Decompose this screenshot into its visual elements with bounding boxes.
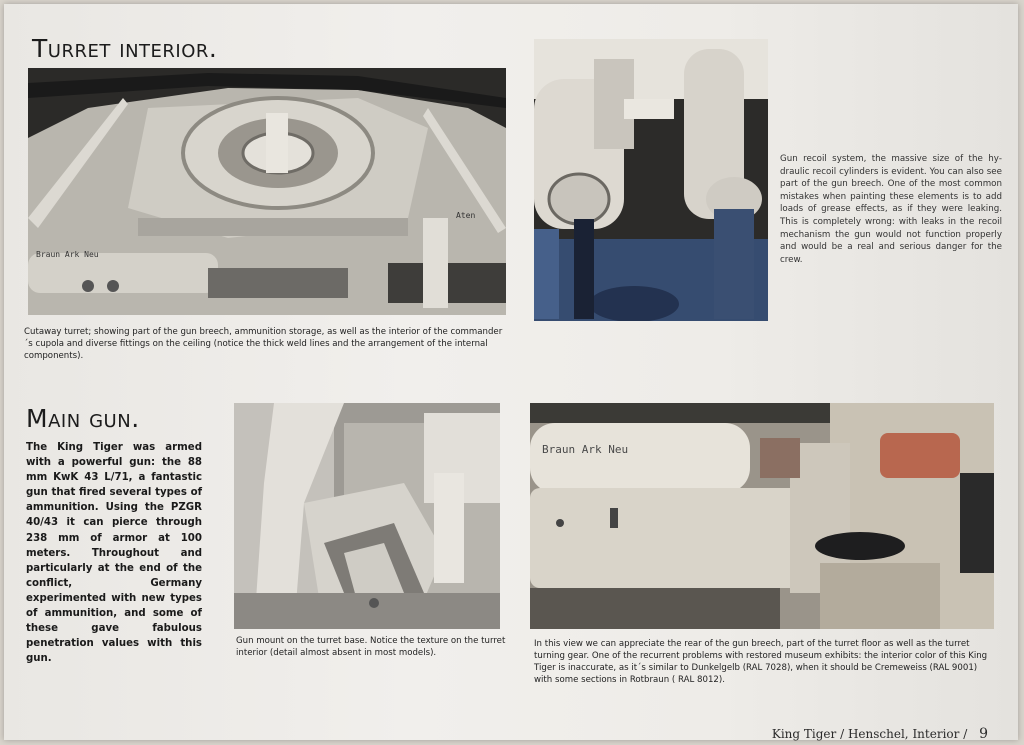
stencil-braun-ark-neu-breech: Braun Ark Neu [542, 443, 629, 456]
turret-cutaway-caption: Cutaway turret; showing part of the gun breech, ammunition storage, as well as the interior of the commander´s cupola and diverse fittings on the ceiling (notice the thick weld lines and the arrangement of the internal components). [24, 327, 503, 361]
gun-breech-rear-caption: In this view we can appreciate the rear of the gun breech, part of the turret floor as well as the turret turning gear. One of the recurrent problems with restored museum exhibits: the interior color of this King Tiger is inaccurate, as it´s similar to Dunkelgelb (RAL 7028), when it should be Cremeweiss (RAL 9001) with some sections in Rotbraun ( RAL 8012). [534, 639, 988, 685]
turret-interior-heading: Turret interior. [32, 34, 218, 63]
footer-separator-1: / [840, 727, 845, 741]
footer-subtitle: Henschel, Interior [847, 727, 960, 741]
footer-separator-2: / [963, 727, 968, 741]
main-gun-heading: Main gun. [26, 404, 140, 433]
turret-cutaway-photo [28, 68, 506, 315]
gun-mount-caption: Gun mount on the turret base. Notice the texture on the turret interior (detail almost absent in most models). [236, 636, 506, 658]
page-number: 9 [979, 726, 988, 742]
book-page [4, 4, 1018, 740]
recoil-system-caption: Gun recoil system, the massive size of the hydraulic recoil cylinders is evident. You can also see part of the gun breech. One of the most common mistakes when painting these elements is to add loads of grease effects, as if they were leaking. This is completely wrong: with leaks in the recoil mechanism the gun would not function properly and would be a real and serious danger for the crew. [780, 154, 1002, 265]
main-gun-body-text: The King Tiger was armed with a powerful gun: the 88 mm KwK 43 L/71, a fantastic gun that fired several types of ammunition. Using the PZGR 40/43 it can pierce through 238 mm of armor at 100 meters. Throughout and particularly at the end of the conflict, Germany experimented with new types of ammunition, and some of these gave fabulous penetration values with this gun. [26, 442, 202, 665]
stencil-braun-ark-neu: Braun Ark Neu [36, 250, 99, 259]
page-footer [772, 726, 988, 742]
gun-breech-rear-photo [530, 403, 994, 629]
gun-mount-photo [234, 403, 500, 629]
recoil-system-photo [534, 39, 768, 321]
footer-title: King Tiger [771, 727, 837, 741]
stencil-aten: Aten [456, 211, 476, 220]
